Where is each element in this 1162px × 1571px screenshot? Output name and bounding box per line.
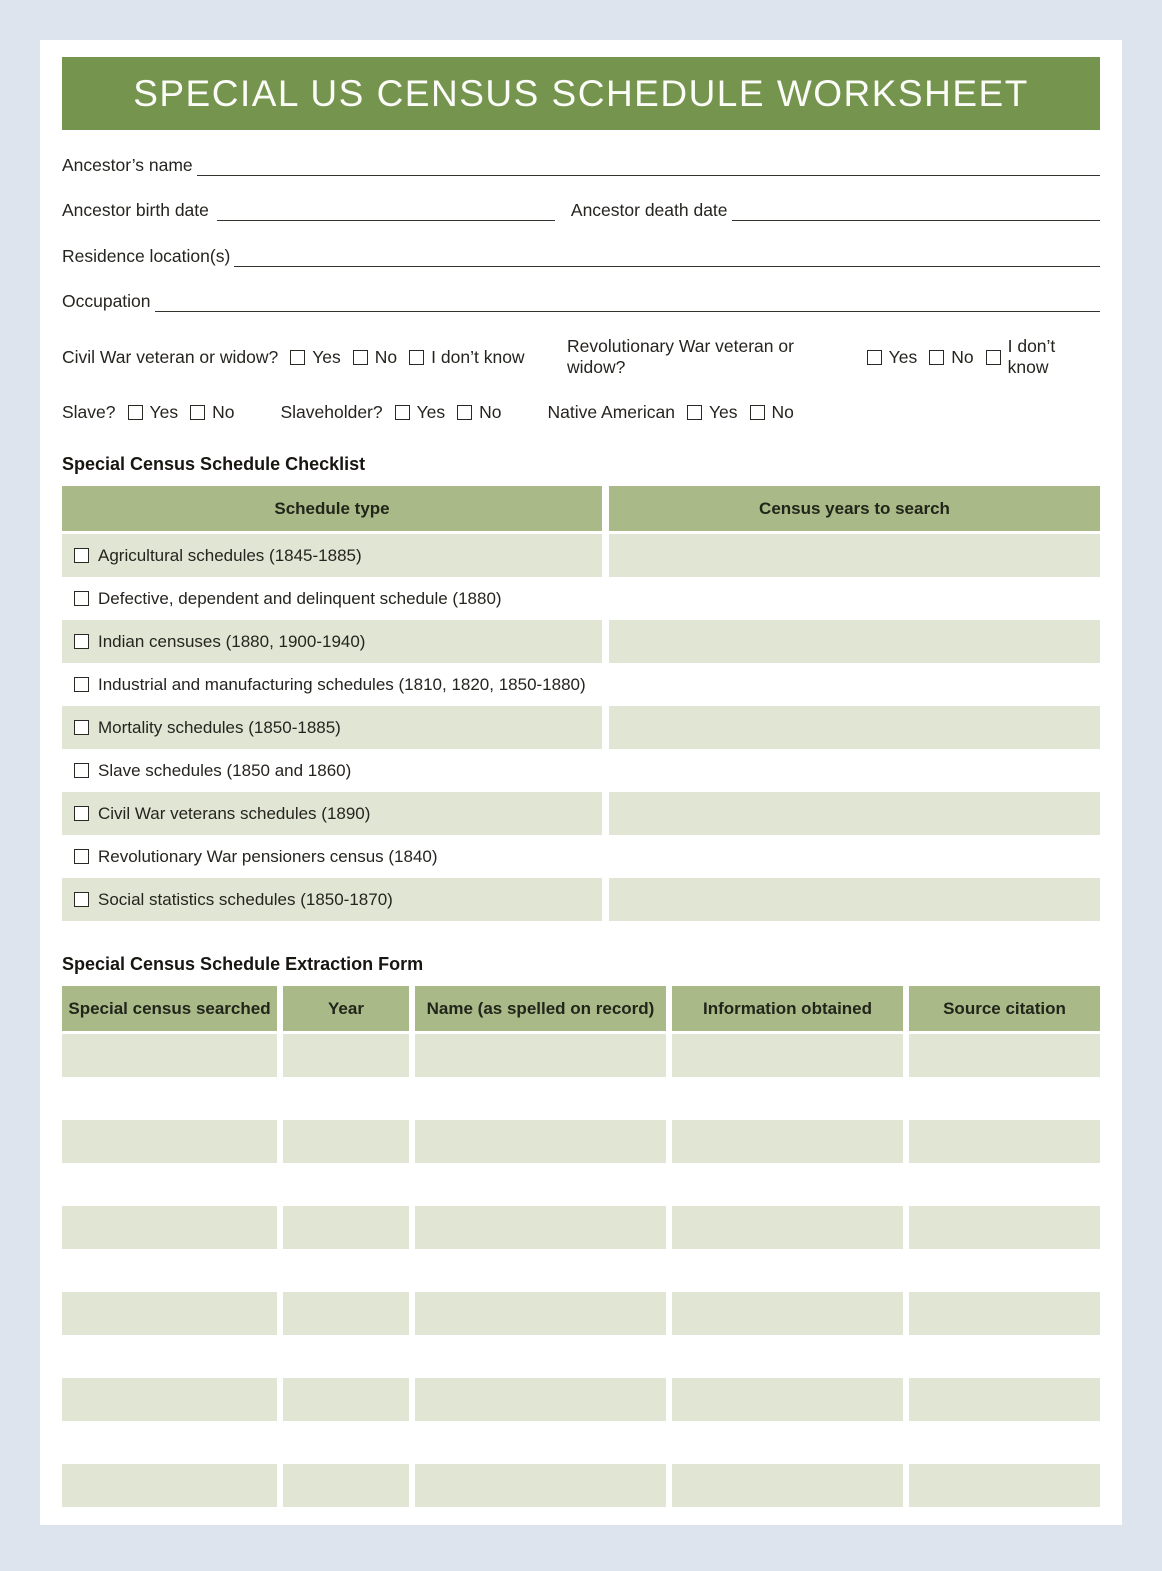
checklist-row-slave-schedules-1850-and-1860: [62, 749, 1100, 792]
field-row-birth-death-dates: [62, 200, 1100, 221]
option-native-american-yes[interactable]: [687, 402, 738, 423]
extraction-row: [62, 1335, 1100, 1378]
extraction-cell-information-obtained[interactable]: [672, 1464, 903, 1507]
field-row-ancestor-name: [62, 155, 1100, 176]
question-label: Slave?: [62, 402, 116, 422]
question-label: Slaveholder?: [280, 402, 383, 422]
extraction-row: [62, 1378, 1100, 1421]
extraction-cell-information-obtained[interactable]: [672, 1249, 903, 1292]
schedule-type-label: Agricultural schedules (1845-1885): [98, 545, 362, 565]
schedule-type-label: Industrial and manufacturing schedules (1810, 1820, 1850-1880): [98, 674, 586, 694]
extraction-row: [62, 1077, 1100, 1120]
extraction-cell-name-as-spelled-on-record[interactable]: [415, 1206, 666, 1249]
extraction-cell-special-census-searched[interactable]: [62, 1292, 277, 1335]
option-slaveholder-no[interactable]: [457, 402, 501, 423]
schedule-type-cell: [62, 878, 602, 921]
extraction-header: [62, 986, 1100, 1031]
option-civil-war-veteran-or-widow-yes[interactable]: [290, 347, 341, 368]
schedule-type-cell: [62, 792, 602, 835]
extraction-row: [62, 1206, 1100, 1249]
field-row-occupation: [62, 291, 1100, 312]
checkbox-icon[interactable]: [929, 350, 944, 365]
extraction-cell-name-as-spelled-on-record[interactable]: [415, 1421, 666, 1464]
field-row-residence-locations: [62, 246, 1100, 267]
checkbox-icon[interactable]: [74, 634, 89, 649]
checkbox-icon[interactable]: [867, 350, 882, 365]
extraction-cell-special-census-searched[interactable]: [62, 1335, 277, 1378]
extraction-cell-special-census-searched[interactable]: [62, 1163, 277, 1206]
census-years-cell[interactable]: [609, 534, 1100, 577]
schedule-type-label: Mortality schedules (1850-1885): [98, 717, 341, 737]
schedule-type-cell: [62, 534, 602, 577]
extraction-cell-source-citation[interactable]: [909, 1292, 1100, 1335]
ancestor-name-input-line[interactable]: [197, 171, 1100, 176]
extraction-row: [62, 1163, 1100, 1206]
checklist-row-agricultural-schedules-1845-1885: [62, 534, 1100, 577]
extraction-cell-name-as-spelled-on-record[interactable]: [415, 1292, 666, 1335]
checkbox-icon[interactable]: [74, 548, 89, 563]
ancestor-death-date-input-line[interactable]: [732, 216, 1100, 221]
schedule-type-cell: [62, 835, 602, 878]
option-civil-war-veteran-or-widow-i-dont-know[interactable]: [409, 347, 524, 368]
question-line-2: [62, 402, 1100, 423]
page-title: SPECIAL US CENSUS SCHEDULE WORKSHEET: [133, 72, 1029, 114]
option-revolutionary-war-veteran-or-widow-no[interactable]: [929, 347, 973, 368]
extraction-cell-name-as-spelled-on-record[interactable]: [415, 1464, 666, 1507]
ancestor-name-label: Ancestor’s name: [62, 154, 193, 175]
occupation-input-line[interactable]: [155, 307, 1100, 312]
extraction-cell-information-obtained[interactable]: [672, 1034, 903, 1077]
extraction-cell-information-obtained[interactable]: [672, 1378, 903, 1421]
question-label: Civil War veteran or widow?: [62, 346, 279, 367]
schedule-type-label: Revolutionary War pensioners census (1840): [98, 846, 438, 866]
extraction-cell-year[interactable]: [283, 1206, 409, 1249]
extraction-cell-source-citation[interactable]: [909, 1163, 1100, 1206]
option-native-american-no[interactable]: [750, 402, 794, 423]
schedule-type-label: Social statistics schedules (1850-1870): [98, 889, 393, 909]
question-label: Native American: [547, 402, 675, 422]
extraction-cell-name-as-spelled-on-record[interactable]: [415, 1077, 666, 1120]
extraction-cell-year[interactable]: [283, 1120, 409, 1163]
extraction-row: [62, 1249, 1100, 1292]
schedule-type-cell: [62, 706, 602, 749]
checkbox-icon[interactable]: [128, 405, 143, 420]
option-label: I don’t know: [431, 346, 525, 367]
extraction-cell-year[interactable]: [283, 1034, 409, 1077]
census-years-cell[interactable]: [609, 792, 1100, 835]
checkbox-icon[interactable]: [986, 350, 1001, 365]
option-label: Yes: [312, 346, 341, 367]
census-years-cell[interactable]: [609, 620, 1100, 663]
checkbox-icon[interactable]: [74, 892, 89, 907]
option-label: Yes: [888, 346, 918, 367]
census-years-cell[interactable]: [609, 706, 1100, 749]
option-label: No: [951, 346, 974, 367]
option-label: No: [771, 402, 794, 422]
extraction-row: [62, 1292, 1100, 1335]
checklist-row-indian-censuses-1880-1900-1940: [62, 620, 1100, 663]
checkbox-icon[interactable]: [74, 591, 89, 606]
option-slave-no[interactable]: [190, 402, 234, 423]
extraction-cell-special-census-searched[interactable]: [62, 1464, 277, 1507]
occupation-label: Occupation: [62, 291, 151, 311]
question-civil-war-veteran-or-widow: [62, 347, 567, 368]
checkbox-icon[interactable]: [687, 405, 702, 420]
census-years-cell[interactable]: [609, 835, 1100, 878]
checkbox-icon[interactable]: [353, 350, 368, 365]
checkbox-icon[interactable]: [290, 350, 305, 365]
column-header-schedule-type: Schedule type: [62, 486, 602, 531]
extraction-cell-year[interactable]: [283, 1335, 409, 1378]
column-header-year: Year: [283, 986, 409, 1031]
schedule-type-cell: [62, 749, 602, 792]
extraction-cell-source-citation[interactable]: [909, 1077, 1100, 1120]
ancestor-birth-date-label: Ancestor birth date: [62, 200, 209, 220]
extraction-cell-name-as-spelled-on-record[interactable]: [415, 1335, 666, 1378]
extraction-cell-special-census-searched[interactable]: [62, 1206, 277, 1249]
extraction-body: [62, 1034, 1100, 1507]
column-header-name-as-spelled-on-record: Name (as spelled on record): [415, 986, 666, 1031]
extraction-cell-information-obtained[interactable]: [672, 1335, 903, 1378]
column-header-source-citation: Source citation: [909, 986, 1100, 1031]
option-label: Yes: [416, 402, 446, 422]
question-revolutionary-war-veteran-or-widow: [567, 336, 1100, 378]
extraction-cell-source-citation[interactable]: [909, 1378, 1100, 1421]
extraction-cell-special-census-searched[interactable]: [62, 1378, 277, 1421]
extraction-cell-source-citation[interactable]: [909, 1421, 1100, 1464]
option-slave-yes[interactable]: [128, 402, 179, 423]
extraction-cell-special-census-searched[interactable]: [62, 1421, 277, 1464]
residence-locations-input-line[interactable]: [234, 262, 1100, 267]
census-years-cell[interactable]: [609, 577, 1100, 620]
extraction-cell-source-citation[interactable]: [909, 1120, 1100, 1163]
checkbox-icon[interactable]: [190, 405, 205, 420]
checklist-body: [62, 534, 1100, 921]
schedule-type-label: Civil War veterans schedules (1890): [98, 803, 371, 823]
ancestor-birth-date-input-line[interactable]: [217, 216, 555, 221]
extraction-cell-special-census-searched[interactable]: [62, 1034, 277, 1077]
option-label: I don’t know: [1007, 336, 1056, 377]
checklist-heading: Special Census Schedule Checklist: [62, 454, 366, 474]
checkbox-icon[interactable]: [74, 677, 89, 692]
worksheet-page: [40, 40, 1122, 1525]
extraction-cell-year[interactable]: [283, 1378, 409, 1421]
extraction-heading: Special Census Schedule Extraction Form: [62, 954, 424, 974]
column-header-census-years-to-search: Census years to search: [609, 486, 1100, 531]
census-years-cell[interactable]: [609, 749, 1100, 792]
option-label: Yes: [149, 402, 179, 422]
checkbox-icon[interactable]: [395, 405, 410, 420]
checklist-row-social-statistics-schedules-1850-1870: [62, 878, 1100, 921]
checkbox-icon[interactable]: [74, 720, 89, 735]
question-label: Revolutionary War veteran or widow?: [567, 336, 794, 377]
census-years-cell[interactable]: [609, 663, 1100, 706]
extraction-cell-name-as-spelled-on-record[interactable]: [415, 1249, 666, 1292]
schedule-type-cell: [62, 663, 602, 706]
option-label: No: [212, 402, 235, 422]
checkbox-icon[interactable]: [74, 849, 89, 864]
extraction-cell-special-census-searched[interactable]: [62, 1120, 277, 1163]
checklist-row-civil-war-veterans-schedules-1890: [62, 792, 1100, 835]
census-years-cell[interactable]: [609, 878, 1100, 921]
option-label: No: [479, 402, 502, 422]
extraction-cell-information-obtained[interactable]: [672, 1421, 903, 1464]
option-revolutionary-war-veteran-or-widow-i-dont-know[interactable]: [986, 336, 1100, 378]
extraction-cell-year[interactable]: [283, 1464, 409, 1507]
question-slave: [62, 402, 234, 423]
checkbox-icon[interactable]: [74, 806, 89, 821]
schedule-type-label: Slave schedules (1850 and 1860): [98, 760, 352, 780]
title-banner: [62, 57, 1100, 130]
schedule-type-label: Defective, dependent and delinquent schedule (1880): [98, 588, 502, 608]
extraction-cell-year[interactable]: [283, 1077, 409, 1120]
checklist-row-defective-dependent-and-delinquent-schedule-1880: [62, 577, 1100, 620]
extraction-cell-year[interactable]: [283, 1249, 409, 1292]
checkbox-icon[interactable]: [457, 405, 472, 420]
extraction-cell-source-citation[interactable]: [909, 1206, 1100, 1249]
checkbox-icon[interactable]: [409, 350, 424, 365]
checkbox-icon[interactable]: [750, 405, 765, 420]
extraction-row: [62, 1034, 1100, 1077]
extraction-cell-name-as-spelled-on-record[interactable]: [415, 1120, 666, 1163]
extraction-cell-information-obtained[interactable]: [672, 1292, 903, 1335]
checklist-row-revolutionary-war-pensioners-census-1840: [62, 835, 1100, 878]
question-line-1: [62, 336, 1100, 378]
question-slaveholder: [280, 402, 501, 423]
extraction-row: [62, 1421, 1100, 1464]
extraction-cell-year[interactable]: [283, 1421, 409, 1464]
residence-locations-label: Residence location(s): [62, 245, 231, 266]
checklist-row-industrial-and-manufacturing-schedules-1810-1820-1850-1880: [62, 663, 1100, 706]
checkbox-icon[interactable]: [74, 763, 89, 778]
extraction-cell-source-citation[interactable]: [909, 1034, 1100, 1077]
extraction-cell-name-as-spelled-on-record[interactable]: [415, 1378, 666, 1421]
extraction-cell-source-citation[interactable]: [909, 1249, 1100, 1292]
checklist-header: [62, 486, 1100, 531]
extraction-cell-information-obtained[interactable]: [672, 1206, 903, 1249]
schedule-type-cell: [62, 577, 602, 620]
extraction-cell-special-census-searched[interactable]: [62, 1077, 277, 1120]
extraction-cell-source-citation[interactable]: [909, 1464, 1100, 1507]
checklist-row-mortality-schedules-1850-1885: [62, 706, 1100, 749]
extraction-cell-special-census-searched[interactable]: [62, 1249, 277, 1292]
option-label: Yes: [708, 402, 738, 422]
extraction-cell-information-obtained[interactable]: [672, 1120, 903, 1163]
column-header-special-census-searched: Special census searched: [62, 986, 277, 1031]
option-label: No: [374, 346, 398, 367]
column-header-information-obtained: Information obtained: [672, 986, 903, 1031]
extraction-cell-name-as-spelled-on-record[interactable]: [415, 1034, 666, 1077]
extraction-row: [62, 1464, 1100, 1507]
extraction-cell-year[interactable]: [283, 1292, 409, 1335]
extraction-cell-year[interactable]: [283, 1163, 409, 1206]
question-native-american: [548, 402, 794, 423]
option-revolutionary-war-veteran-or-widow-yes[interactable]: [867, 347, 918, 368]
option-slaveholder-yes[interactable]: [395, 402, 446, 423]
extraction-cell-name-as-spelled-on-record[interactable]: [415, 1163, 666, 1206]
ancestor-death-date-label: Ancestor death date: [570, 200, 728, 220]
extraction-row: [62, 1120, 1100, 1163]
schedule-type-cell: [62, 620, 602, 663]
extraction-cell-information-obtained[interactable]: [672, 1077, 903, 1120]
option-civil-war-veteran-or-widow-no[interactable]: [353, 347, 397, 368]
schedule-type-label: Indian censuses (1880, 1900-1940): [98, 631, 366, 651]
extraction-cell-information-obtained[interactable]: [672, 1163, 903, 1206]
extraction-cell-source-citation[interactable]: [909, 1335, 1100, 1378]
